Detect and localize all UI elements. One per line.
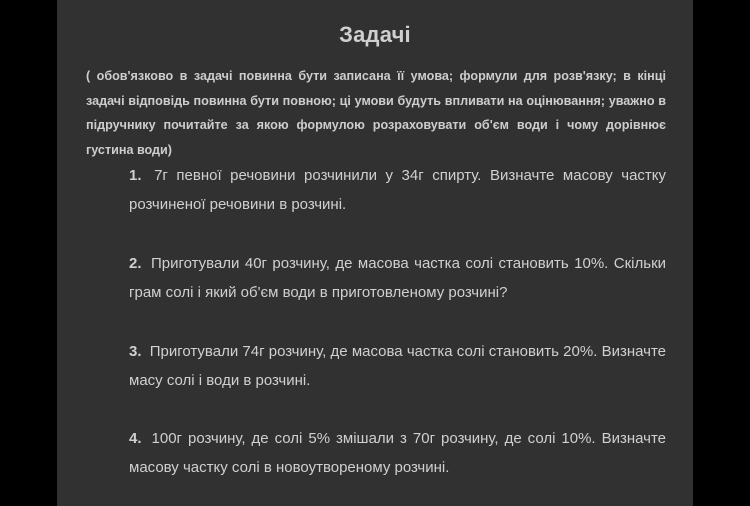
instructions-note: ( обов'язково в задачі повинна бути записана її умова; формули для розв'язку; в кінці задачі відповідь повинна бути повною; ці умови будуть впливати на оцінювання; уважно в підручнику почитайте за якою формулою розраховувати об'єм води і чому дорівнює густина води) [86,69,666,157]
task-number: 1. [129,167,142,184]
task-text: Приготували 74г розчину, де масова частка солі становить 20%. Визначте масу солі і води в розчині. [129,343,666,389]
page-title: Задачі [339,22,411,47]
document-page [57,0,693,506]
task-text: Приготували 40г розчину, де масова частка солі становить 10%. Скільки грам солі і який об'єм води в приготовленому розчині? [129,255,667,301]
task-number: 4. [129,430,142,447]
task-item-2 [129,249,666,307]
task-item-1 [129,161,666,219]
task-item-3 [129,337,666,395]
task-number: 2. [129,255,142,272]
task-text: 7г певної речовини розчинили у 34г спирту. Визначте масову частку розчиненої речовини в розчині. [129,167,667,213]
task-text: 100г розчину, де солі 5% змішали з 70г розчину, де солі 10%. Визначте масову частку солі в новоутвореному розчині. [129,430,667,476]
task-item-4 [129,424,666,482]
task-number: 3. [129,343,142,360]
